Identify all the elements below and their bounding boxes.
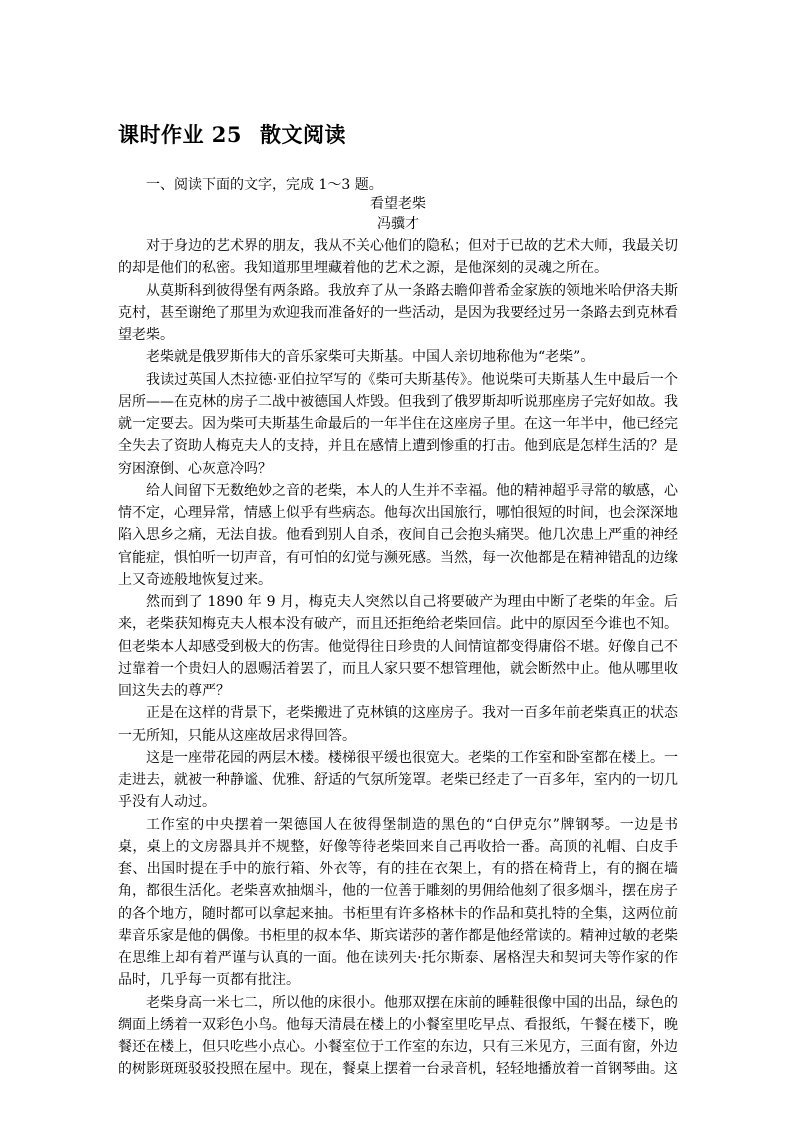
page-title xyxy=(118,119,346,149)
article-paragraph: 我读过英国人杰拉德·亚伯拉罕写的《柴可夫斯基传》。他说柴可夫斯基人生中最后一个居所——在克林的房子二战中被德国人炸毁。但我到了俄罗斯却听说那座房子完好如故。我就一定要去。因为柴可夫斯基生命最后的一年半住在这座房子里。在这一年半中，他已经完全失去了资助人梅克夫人的支持，并且在感情上遭到惨重的打击。他到底是怎样生活的？是穷困潦倒、心灰意冷吗？ xyxy=(118,371,678,477)
article-paragraph: 老柴身高一米七二，所以他的床很小。他那双摆在床前的睡鞋很像中国的出品，绿色的绸面上绣着一双彩色小鸟。他每天清晨在楼上的小餐室里吃早点、看报纸，午餐在楼下，晚餐还在楼上，但只吃些小点心。小餐室位于工作室的东边，只有三米见方，三面有窗，外边的树影斑斑驳驳投照在屋中。现在，餐桌上摆着一台录音机，轻轻地播放着一首钢琴曲。这 xyxy=(118,994,678,1078)
article-paragraph: 从莫斯科到彼得堡有两条路。我放弃了从一条路去瞻仰普希金家族的领地米哈伊洛夫斯克村，甚至谢绝了那里为欢迎我而准备好的一些活动，是因为我要经过另一条路去到克林看望老柴。 xyxy=(118,282,678,343)
article-paragraph: 对于身边的艺术界的朋友，我从不关心他们的隐私；但对于已故的艺术大师，我最关切的却是他们的私密。我知道那里埋藏着他的艺术之源，是他深刻的灵魂之所在。 xyxy=(118,238,678,277)
article-paragraph: 然而到了 1890 年 9 月，梅克夫人突然以自己将要破产为理由中断了老柴的年金。后来，老柴获知梅克夫人根本没有破产，而且还拒绝给老柴回信。此中的原因至今谁也不知。但老柴本人却感受到极大的伤害。他觉得往日珍贵的人间情谊都变得庸俗不堪。好像自己不过靠着一个贵妇人的恩赐活着罢了，而且人家只要不想管理他，就会断然中止。他从哪里收回这失去的尊严？ xyxy=(118,594,678,699)
article-paragraph: 正是在这样的背景下，老柴搬进了克林镇的这座房子。我对一百多年前老柴真正的状态一无所知，只能从这座故居求得回答。 xyxy=(118,705,678,744)
article-body xyxy=(118,235,678,1081)
article-paragraph: 老柴就是俄罗斯伟大的音乐家柴可夫斯基。中国人亲切地称他为“老柴”。 xyxy=(146,349,595,366)
article-title: 看望老柴 xyxy=(370,196,426,212)
article-paragraph: 工作室的中央摆着一架德国人在彼得堡制造的黑色的“白伊克尔”牌钢琴。一边是书桌，桌上的文房器具并不规整，好像等待老柴回来自己再收拾一番。高顶的礼帽、白皮手套、出国时提在手中的旅行箱、外衣等，有的挂在衣架上，有的搭在椅背上，有的搁在墙角，都很生活化。老柴喜欢抽烟斗，他的一位善于雕刻的男佣给他刻了很多烟斗，摆在房子的各个地方，随时都可以拿起来抽。书柜里有许多格林卡的作品和莫扎特的全集，这两位前辈音乐家是他的偶像。书柜里的叔本华、斯宾诺莎的著作都是他经常读的。精神过敏的老柴在思维上却有着严谨与认真的一面。他在读列夫·托尔斯泰、屠格涅夫和契诃夫等作家的作品时，几乎每一页都有批注。 xyxy=(118,816,678,989)
question-instruction: 一、阅读下面的文字，完成 1～3 题。 xyxy=(146,177,383,193)
article-paragraph: 这是一座带花园的两层木楼。楼梯很平缓也很宽大。老柴的工作室和卧室都在楼上。一走进去，就被一种静谧、优雅、舒适的气氛所笼罩。老柴已经走了一百多年，室内的一切几乎没有人动过。 xyxy=(118,749,678,811)
page-title-topic: 散文阅读 xyxy=(260,122,347,147)
page-title-number: 课时作业 25 xyxy=(118,122,243,147)
article-author: 冯骥才 xyxy=(377,216,419,232)
article-paragraph: 给人间留下无数绝妙之音的老柴，本人的人生并不幸福。他的精神超乎寻常的敏感，心情不定，心理异常，情感上似乎有些病态。他每次出国旅行，哪怕很短的时间，也会深深地陷入思乡之痛，无法自拔。他看到别人自杀，夜间自己会抱头痛哭。他几次患上严重的神经官能症，惧怕听一切声音，有可怕的幻觉与濒死感。当然，每一次他都是在精神错乱的边缘上又奇迹般地恢复过来。 xyxy=(118,482,678,588)
